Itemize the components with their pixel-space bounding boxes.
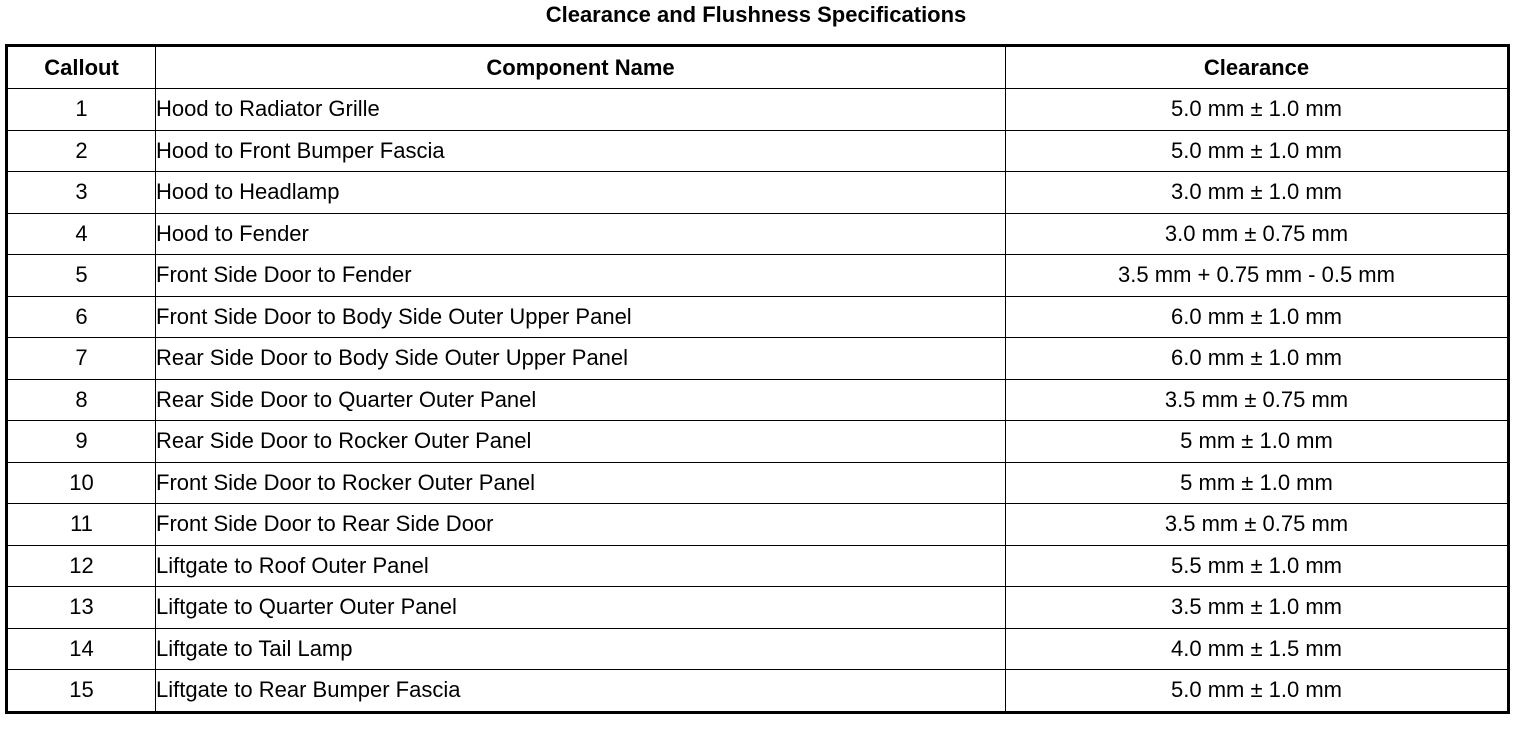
clearance-cell: 6.0 mm ± 1.0 mm [1006, 296, 1509, 338]
table-row [7, 670, 1509, 713]
clearance-cell: 3.5 mm ± 0.75 mm [1006, 504, 1509, 546]
table-header-row [7, 46, 1509, 89]
column-header-clearance: Clearance [1006, 46, 1509, 89]
callout-cell: 9 [7, 421, 156, 463]
callout-cell: 13 [7, 587, 156, 629]
component-name-cell: Rear Side Door to Quarter Outer Panel [156, 379, 1006, 421]
component-name-cell: Liftgate to Roof Outer Panel [156, 545, 1006, 587]
clearance-cell: 5 mm ± 1.0 mm [1006, 462, 1509, 504]
callout-cell: 10 [7, 462, 156, 504]
clearance-cell: 5 mm ± 1.0 mm [1006, 421, 1509, 463]
table-row [7, 421, 1509, 463]
column-header-callout: Callout [7, 46, 156, 89]
callout-cell: 7 [7, 338, 156, 380]
table-row [7, 172, 1509, 214]
component-name-cell: Rear Side Door to Body Side Outer Upper Panel [156, 338, 1006, 380]
component-name-cell: Front Side Door to Rocker Outer Panel [156, 462, 1006, 504]
table-row [7, 587, 1509, 629]
table-row [7, 296, 1509, 338]
component-name-cell: Front Side Door to Body Side Outer Upper Panel [156, 296, 1006, 338]
component-name-cell: Hood to Headlamp [156, 172, 1006, 214]
table-row [7, 338, 1509, 380]
table-row [7, 89, 1509, 131]
callout-cell: 15 [7, 670, 156, 713]
column-header-component-name: Component Name [156, 46, 1006, 89]
clearance-cell: 3.5 mm ± 0.75 mm [1006, 379, 1509, 421]
table-row [7, 255, 1509, 297]
table-row [7, 462, 1509, 504]
callout-cell: 4 [7, 213, 156, 255]
clearance-cell: 6.0 mm ± 1.0 mm [1006, 338, 1509, 380]
callout-cell: 1 [7, 89, 156, 131]
component-name-cell: Liftgate to Quarter Outer Panel [156, 587, 1006, 629]
callout-cell: 5 [7, 255, 156, 297]
clearance-cell: 3.0 mm ± 0.75 mm [1006, 213, 1509, 255]
table-row [7, 545, 1509, 587]
callout-cell: 11 [7, 504, 156, 546]
clearance-cell: 5.0 mm ± 1.0 mm [1006, 89, 1509, 131]
component-name-cell: Hood to Radiator Grille [156, 89, 1006, 131]
component-name-cell: Rear Side Door to Rocker Outer Panel [156, 421, 1006, 463]
component-name-cell: Hood to Front Bumper Fascia [156, 130, 1006, 172]
clearance-cell: 3.5 mm + 0.75 mm - 0.5 mm [1006, 255, 1509, 297]
table-row [7, 628, 1509, 670]
clearance-cell: 3.0 mm ± 1.0 mm [1006, 172, 1509, 214]
clearance-cell: 3.5 mm ± 1.0 mm [1006, 587, 1509, 629]
component-name-cell: Front Side Door to Rear Side Door [156, 504, 1006, 546]
callout-cell: 2 [7, 130, 156, 172]
table-row [7, 130, 1509, 172]
component-name-cell: Front Side Door to Fender [156, 255, 1006, 297]
component-name-cell: Liftgate to Rear Bumper Fascia [156, 670, 1006, 713]
table-row [7, 379, 1509, 421]
clearance-cell: 5.0 mm ± 1.0 mm [1006, 670, 1509, 713]
callout-cell: 14 [7, 628, 156, 670]
callout-cell: 12 [7, 545, 156, 587]
component-name-cell: Hood to Fender [156, 213, 1006, 255]
clearance-cell: 5.5 mm ± 1.0 mm [1006, 545, 1509, 587]
page-title: Clearance and Flushness Specifications [545, 2, 967, 27]
callout-cell: 6 [7, 296, 156, 338]
component-name-cell: Liftgate to Tail Lamp [156, 628, 1006, 670]
callout-cell: 3 [7, 172, 156, 214]
clearance-spec-table [5, 44, 1510, 714]
table-row [7, 504, 1509, 546]
clearance-cell: 5.0 mm ± 1.0 mm [1006, 130, 1509, 172]
clearance-cell: 4.0 mm ± 1.5 mm [1006, 628, 1509, 670]
callout-cell: 8 [7, 379, 156, 421]
table-row [7, 213, 1509, 255]
